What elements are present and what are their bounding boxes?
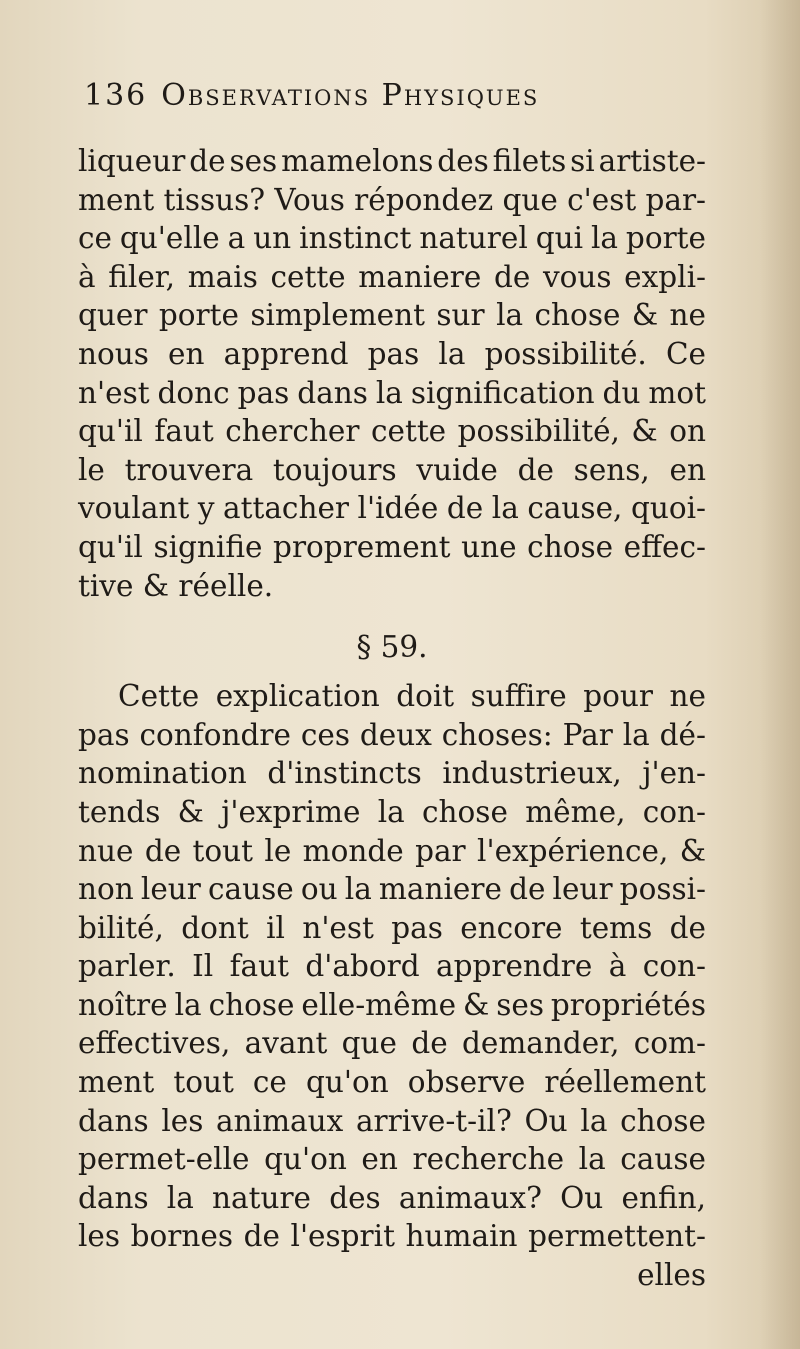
section-heading: § 59. — [356, 630, 428, 665]
text-line: non leur cause ou la maniere de leur possi- — [78, 872, 707, 907]
text-line: dans les animaux arrive-t-il? Ou la chose — [78, 1103, 706, 1138]
text-line: dans la nature des animaux? Ou enfin, — [78, 1180, 706, 1215]
text-line: effectives, avant que de demander, com- — [78, 1026, 706, 1061]
running-header — [84, 78, 684, 113]
text-line: noître la chose elle-même & ses propriétés — [78, 987, 707, 1022]
text-line: Cette explication doit suffire pour ne — [118, 679, 706, 714]
text-line: tends & j'exprime la chose même, con- — [78, 794, 706, 829]
text-line: ment tissus? Vous répondez que c'est par- — [78, 182, 707, 217]
text-line: permet-elle qu'on en recherche la cause — [78, 1142, 706, 1177]
text-line: nous en apprend pas la possibilité. Ce — [78, 336, 706, 371]
text-line: quer porte simplement sur la chose & ne — [78, 298, 706, 333]
page-number: 136 — [84, 78, 148, 113]
text-line: nue de tout le monde par l'expérience, & — [78, 833, 706, 868]
running-title: Observations Physiques — [161, 78, 540, 113]
paragraph-2 — [78, 677, 706, 1295]
text-line: parler. Il faut d'abord apprendre à con- — [78, 949, 706, 984]
text-line: bilité, dont il n'est pas encore tems de — [78, 910, 706, 945]
text-line: n'est donc pas dans la signification du mot — [78, 375, 707, 410]
text-line: le trouvera toujours vuide de sens, en — [78, 452, 706, 487]
text-line: voulant y attacher l'idée de la cause, quoi- — [78, 491, 706, 526]
text-line: nomination d'instincts industrieux, j'en- — [78, 756, 706, 791]
paragraph-1 — [78, 142, 706, 605]
text-line: à filer, mais cette maniere de vous expli- — [78, 259, 706, 294]
catchword: elles — [637, 1258, 706, 1293]
text-line: qu'il signifie proprement une chose effec- — [78, 529, 706, 564]
text-line: les bornes de l'esprit humain permettent- — [78, 1219, 706, 1254]
text-line: tive & réelle. — [78, 568, 274, 603]
page-body — [78, 142, 706, 1295]
text-line: pas confondre ces deux choses: Par la dé- — [78, 717, 706, 752]
text-line: liqueur de ses mamelons des filets si artiste- — [78, 144, 707, 178]
text-line: qu'il faut chercher cette possibilité, & on — [78, 414, 706, 449]
text-line: ce qu'elle a un instinct naturel qui la porte — [78, 221, 706, 256]
page-gutter-shadow — [760, 0, 800, 1349]
text-line: ment tout ce qu'on observe réellement — [78, 1065, 706, 1100]
